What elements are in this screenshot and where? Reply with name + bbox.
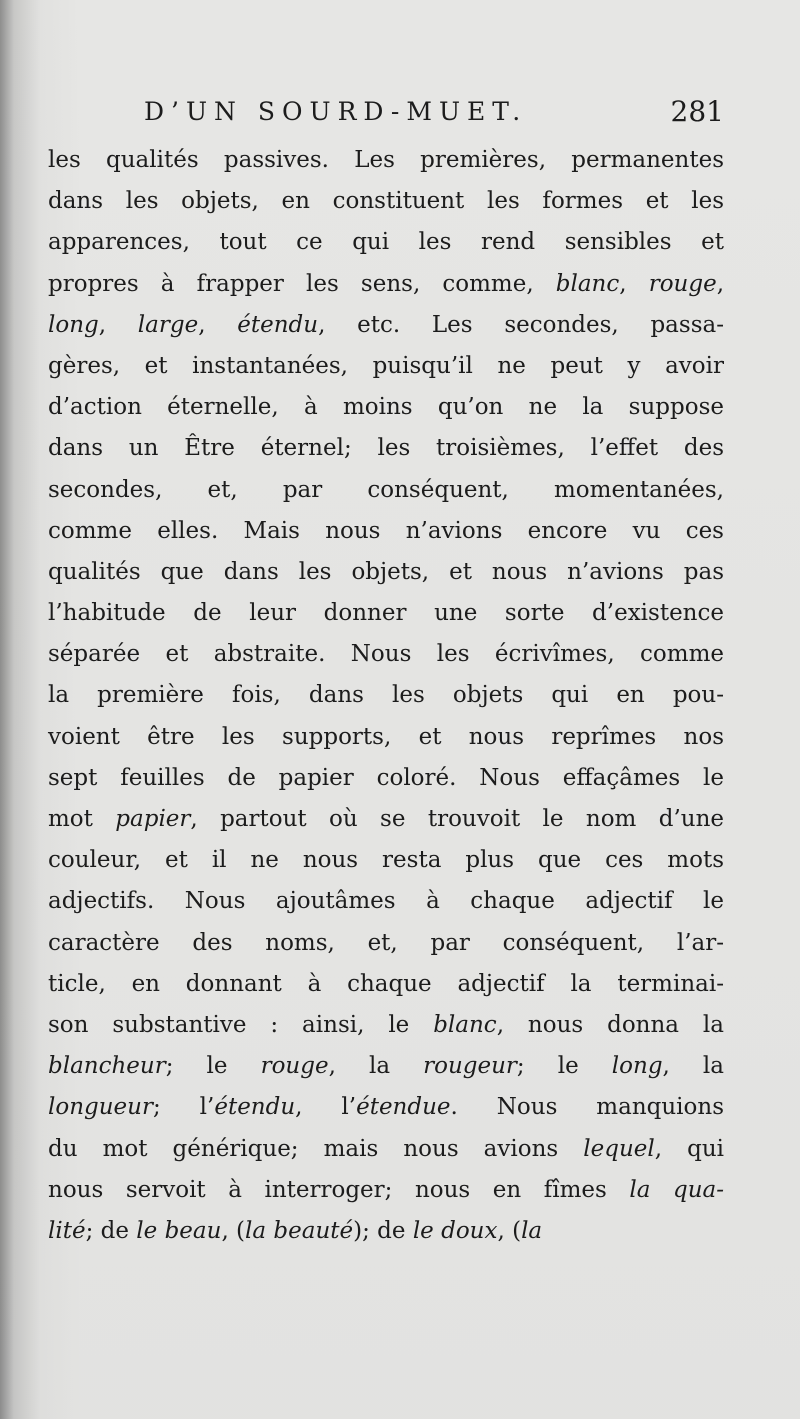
text-line	[48, 511, 724, 552]
text-run: mot	[48, 806, 116, 832]
text-run: ; de	[85, 1217, 137, 1244]
text-line	[48, 1170, 724, 1211]
text-line	[48, 923, 724, 964]
text-run: ticle, en donnant à chaque adjectif la terminai-	[48, 970, 724, 997]
text-run: ; le	[516, 1053, 612, 1080]
text-run: adjectifs. Nous ajoutâmes à chaque adjectif le	[48, 888, 724, 915]
text-run: . Nous manquions	[450, 1094, 724, 1121]
text-run: qualités que dans les objets, et nous n’avions pas	[48, 558, 724, 585]
text-run: , qui	[654, 1135, 725, 1162]
text-run: , la	[328, 1053, 424, 1080]
text-line	[48, 140, 724, 181]
running-head: D’UN SOURD-MUET.	[144, 97, 528, 126]
italic-text: étendu	[214, 1094, 296, 1121]
text-run: nous servoit à interroger; nous en fîmes	[48, 1176, 630, 1203]
text-run: gères, et instantanées, puisqu’il ne peut y avoir	[48, 352, 724, 379]
italic-text: étendue	[356, 1094, 451, 1121]
text-line	[48, 717, 724, 758]
text-line	[48, 840, 724, 881]
italic-text: le beau	[136, 1217, 222, 1244]
page-number: 281	[670, 95, 724, 128]
text-run: son substantive : ainsi, le	[48, 1011, 434, 1038]
text-run: , nous donna la	[496, 1011, 724, 1038]
page-header	[48, 92, 724, 132]
text-line	[48, 305, 724, 346]
italic-text: la	[521, 1217, 543, 1244]
text-run: ; l’	[152, 1094, 215, 1121]
text-run: , la	[662, 1053, 724, 1080]
italic-text: lité	[48, 1217, 86, 1244]
italic-text: blanc	[433, 1011, 497, 1038]
text-line	[48, 264, 724, 305]
text-line	[48, 634, 724, 675]
text-run: comme elles. Mais nous n’avions encore vu ces	[48, 517, 724, 544]
text-line	[48, 881, 724, 922]
body-text	[48, 140, 724, 1252]
text-run: dans un Être éternel; les troisièmes, l’effet des	[48, 435, 724, 462]
italic-text: la qua-	[629, 1176, 724, 1203]
text-line	[48, 964, 724, 1005]
text-run: ,	[198, 311, 238, 338]
italic-text: rouge	[648, 270, 717, 297]
text-run: la première fois, dans les objets qui en pou-	[48, 682, 724, 709]
italic-text: la beauté	[245, 1217, 354, 1244]
italic-text: rouge	[260, 1053, 329, 1080]
text-line	[48, 222, 724, 263]
text-run: secondes, et, par conséquent, momentanées,	[48, 476, 724, 503]
text-run: ,	[716, 270, 725, 297]
italic-text: long	[48, 311, 99, 338]
text-run: , partout où se trouvoit le nom d’une	[190, 806, 725, 832]
text-run: propres à frapper les sens, comme,	[48, 270, 556, 297]
text-run: ,	[619, 270, 649, 297]
text-line	[48, 1005, 724, 1046]
italic-text: papier	[115, 806, 191, 832]
italic-text: rougeur	[423, 1053, 517, 1080]
text-line	[48, 346, 724, 387]
text-run: séparée et abstraite. Nous les écrivîmes, comme	[48, 641, 724, 668]
text-run: caractère des noms, et, par conséquent, l’ar-	[48, 929, 724, 956]
italic-text: blancheur	[48, 1053, 166, 1080]
italic-text: longueur	[48, 1094, 153, 1121]
text-line	[48, 799, 724, 840]
text-run: l’habitude de leur donner une sorte d’existence	[48, 600, 724, 627]
italic-text: long	[611, 1053, 663, 1080]
italic-text: étendu	[237, 311, 319, 338]
text-run: voient être les supports, et nous reprîmes nos	[48, 723, 724, 750]
text-line	[48, 1046, 724, 1087]
text-run: ); de	[353, 1217, 413, 1244]
text-run: , etc. Les secondes, passa-	[318, 311, 724, 338]
text-run: d’action éternelle, à moins qu’on ne la suppose	[48, 394, 724, 421]
text-run: couleur, et il ne nous resta plus que ces mots	[48, 847, 724, 874]
text-run: apparences, tout ce qui les rend sensibles et	[48, 229, 724, 256]
italic-text: lequel	[583, 1135, 655, 1162]
text-run: , l’	[295, 1094, 357, 1121]
text-run: ,	[98, 311, 138, 338]
text-line	[48, 1129, 724, 1170]
italic-text: large	[137, 311, 199, 338]
text-run: , (	[221, 1217, 246, 1244]
text-line	[48, 1087, 724, 1128]
text-run: dans les objets, en constituent les formes et les	[48, 188, 724, 215]
text-line	[48, 1211, 724, 1252]
text-run: , (	[497, 1217, 522, 1244]
text-run: les qualités passives. Les premières, permanentes	[48, 147, 724, 173]
italic-text: le doux	[412, 1217, 498, 1244]
text-line	[48, 758, 724, 799]
text-line	[48, 181, 724, 222]
text-line	[48, 428, 724, 469]
text-line	[48, 552, 724, 593]
italic-text: blanc	[555, 270, 620, 297]
text-line	[48, 593, 724, 634]
text-run: du mot générique; mais nous avions	[48, 1135, 584, 1162]
text-line	[48, 387, 724, 428]
text-run: ; le	[165, 1053, 261, 1080]
text-line	[48, 470, 724, 511]
text-line	[48, 675, 724, 716]
text-run: sept feuilles de papier coloré. Nous effaçâmes le	[48, 764, 724, 791]
